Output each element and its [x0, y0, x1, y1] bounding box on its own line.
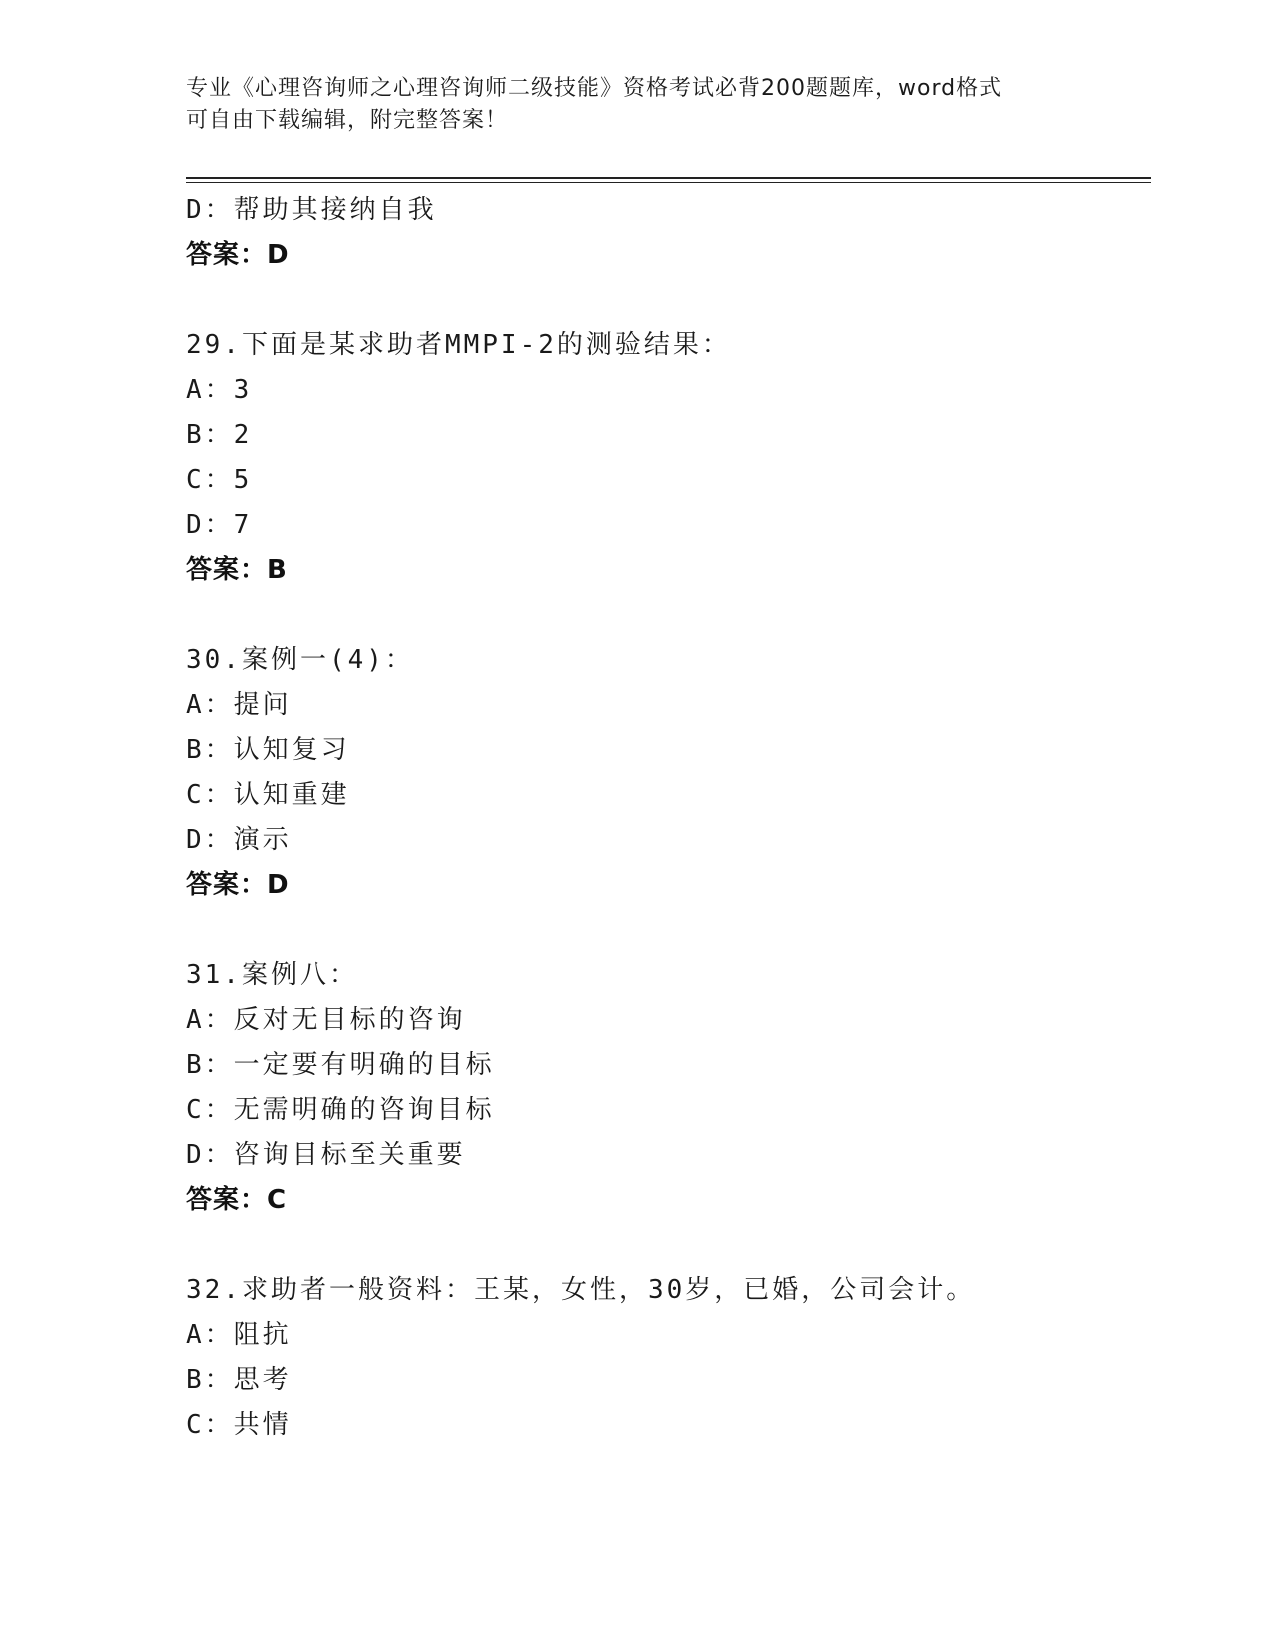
question-stem: 29.下面是某求助者MMPI-2的测验结果：: [186, 330, 731, 360]
option-a: A：反对无目标的咨询: [186, 1005, 466, 1035]
header-divider-thick: [186, 177, 1151, 179]
option-c: C：认知重建: [186, 780, 350, 810]
answer-line: 答案：B: [186, 555, 288, 585]
answer-line: 答案：D: [186, 870, 290, 900]
header-title-line-1: 专业《心理咨询师之心理咨询师二级技能》资格考试必背200题题库，word格式: [186, 76, 1003, 101]
option-b: B：认知复习: [186, 735, 350, 765]
option-d: D：7: [186, 510, 253, 540]
option-a: A：提问: [186, 690, 292, 720]
option-d: D：咨询目标至关重要: [186, 1140, 466, 1170]
answer-line: 答案：C: [186, 1185, 288, 1215]
question-29: [186, 323, 1146, 593]
option-d: D：演示: [186, 825, 292, 855]
option-a: A：阻抗: [186, 1320, 292, 1350]
question-gap: [186, 278, 1146, 323]
question-gap: [186, 593, 1146, 638]
question-32: [186, 1268, 1146, 1448]
question-31: [186, 953, 1146, 1223]
question-stem: 31.案例八：: [186, 960, 358, 990]
question-28-tail: [186, 188, 1146, 278]
option-c: C：5: [186, 465, 253, 495]
option-a: A：3: [186, 375, 253, 405]
question-30: [186, 638, 1146, 908]
question-gap: [186, 1223, 1146, 1268]
option-b: B：思考: [186, 1365, 292, 1395]
answer-line: 答案：D: [186, 240, 290, 270]
question-list: [186, 188, 1146, 1448]
option-b: B：2: [186, 420, 253, 450]
question-stem: 30.案例一(4)：: [186, 645, 414, 675]
header-title-line-2: 可自由下载编辑，附完整答案！: [186, 108, 509, 133]
question-gap: [186, 908, 1146, 953]
header-divider-thin: [186, 182, 1151, 183]
option-b: B：一定要有明确的目标: [186, 1050, 495, 1080]
option-c: C：无需明确的咨询目标: [186, 1095, 495, 1125]
document-header: [186, 73, 1086, 137]
question-stem: 32.求助者一般资料：王某，女性，30岁，已婚，公司会计。: [186, 1275, 976, 1305]
option-c: C：共情: [186, 1410, 292, 1440]
option-d: D：帮助其接纳自我: [186, 195, 437, 225]
